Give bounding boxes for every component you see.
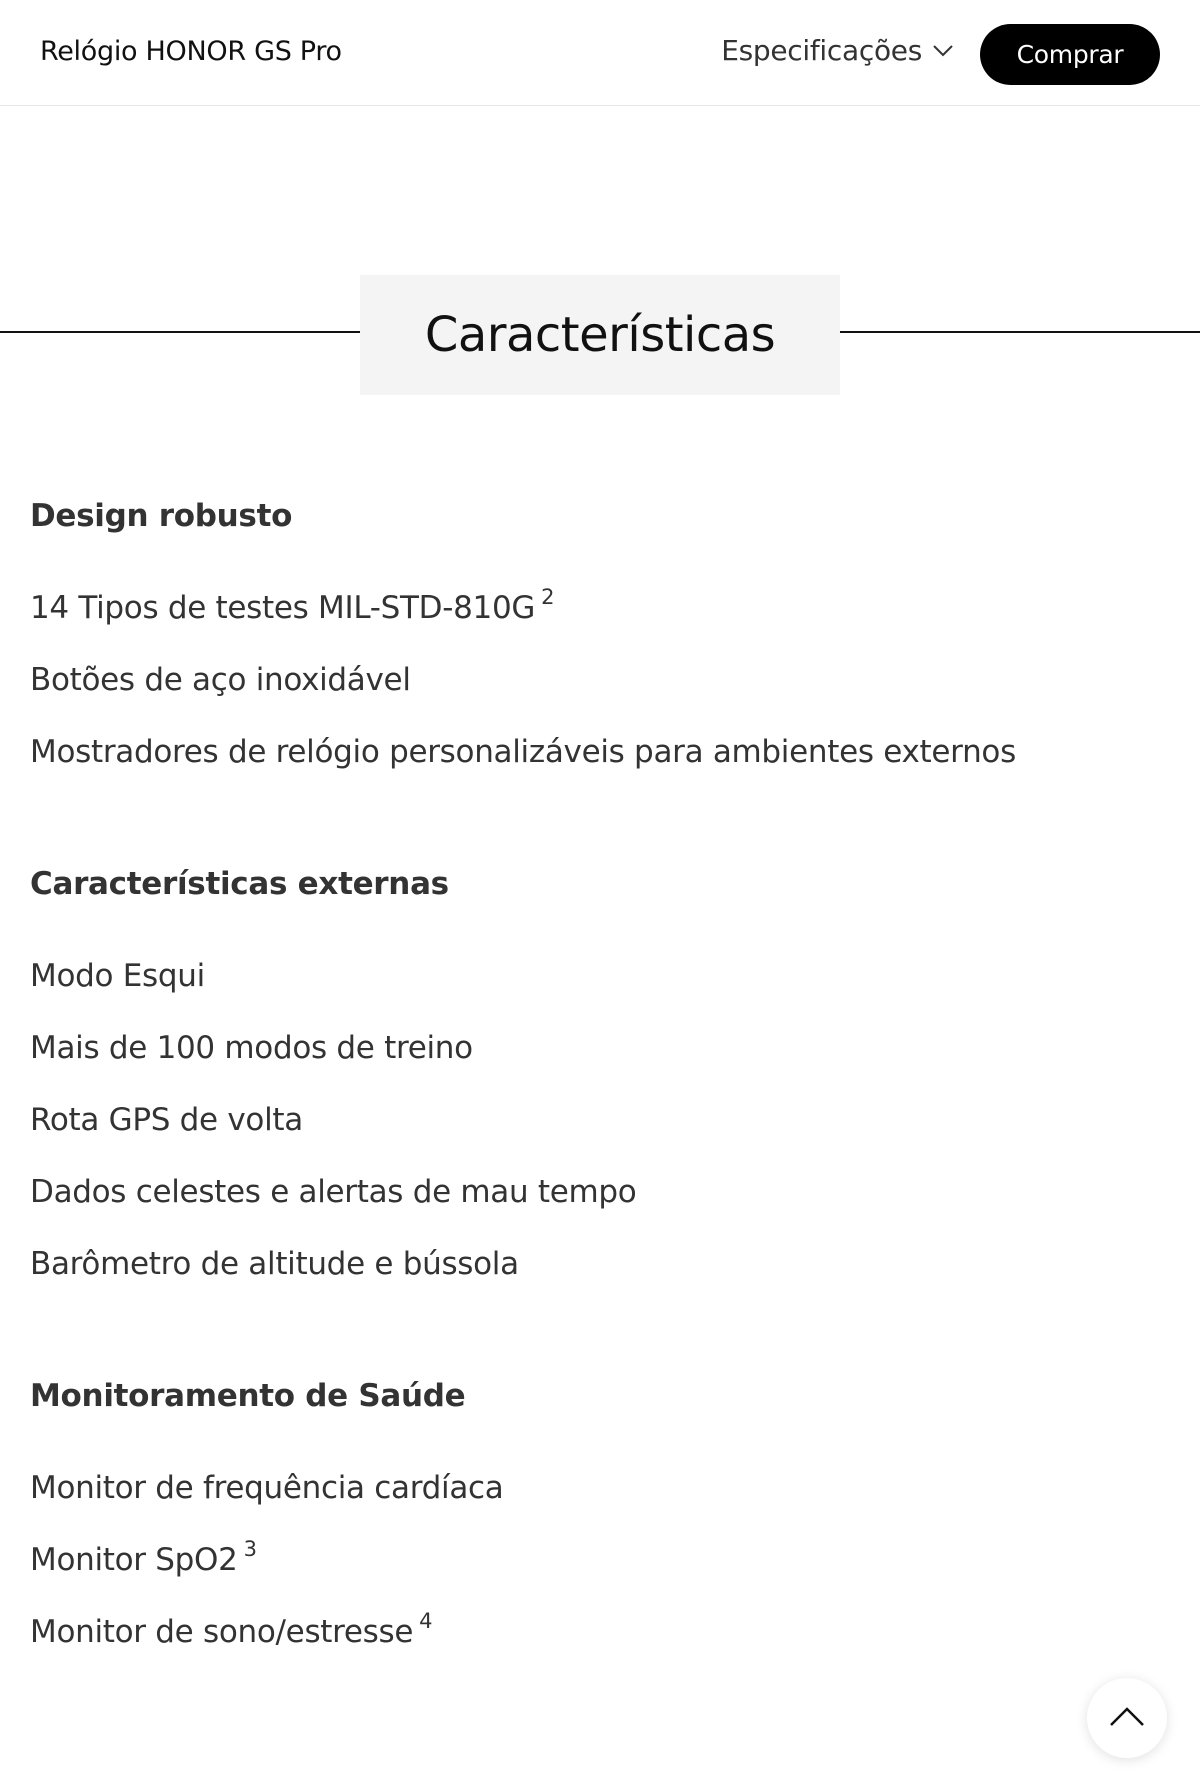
footnote-ref[interactable]: 3 (243, 1537, 257, 1561)
feature-group-heading: Design robusto (30, 498, 293, 534)
feature-item-text: Botões de aço inoxidável (30, 662, 411, 698)
features-list (30, 480, 1150, 1668)
feature-item (30, 572, 1150, 644)
feature-item-text: Dados celestes e alertas de mau tempo (30, 1174, 637, 1210)
chevron-down-icon (932, 44, 954, 58)
section-title-box (360, 275, 840, 395)
feature-item-text: Modo Esqui (30, 958, 205, 994)
feature-items (30, 940, 1150, 1300)
specifications-dropdown[interactable] (721, 34, 954, 67)
feature-item (30, 940, 1150, 1012)
feature-item (30, 1452, 1150, 1524)
feature-group-health (30, 1360, 1150, 1668)
top-nav-bar (0, 0, 1200, 106)
section-title: Características (424, 307, 776, 363)
feature-group-heading: Características externas (30, 866, 449, 902)
specifications-label: Especificações (721, 34, 922, 67)
buy-button[interactable]: Comprar (980, 24, 1160, 85)
chevron-up-icon (1108, 1704, 1146, 1732)
feature-group-design (30, 480, 1150, 788)
feature-item-text: Mostradores de relógio personalizáveis para ambientes externos (30, 734, 1016, 770)
feature-item-text: Rota GPS de volta (30, 1102, 303, 1138)
feature-item-text: Monitor de sono/estresse (30, 1614, 414, 1650)
footnote-ref[interactable]: 2 (541, 585, 555, 609)
feature-item (30, 1156, 1150, 1228)
section-title-block (0, 275, 1200, 395)
feature-item-text: Mais de 100 modos de treino (30, 1030, 473, 1066)
footnote-ref[interactable]: 4 (419, 1609, 433, 1633)
feature-items (30, 572, 1150, 788)
feature-item (30, 1524, 1150, 1596)
feature-item-text: Barômetro de altitude e bússola (30, 1246, 519, 1282)
feature-item-text: Monitor SpO2 (30, 1542, 238, 1578)
feature-item (30, 1012, 1150, 1084)
title-divider-left (0, 331, 360, 333)
feature-item (30, 716, 1150, 788)
back-to-top-button[interactable] (1087, 1678, 1167, 1758)
title-divider-right (840, 331, 1200, 333)
feature-item-text: 14 Tipos de testes MIL-STD-810G (30, 590, 536, 626)
feature-item (30, 1084, 1150, 1156)
feature-item (30, 644, 1150, 716)
feature-item (30, 1228, 1150, 1300)
feature-item (30, 1596, 1150, 1668)
product-name[interactable]: Relógio HONOR GS Pro (40, 36, 342, 67)
feature-group-heading: Monitoramento de Saúde (30, 1378, 466, 1414)
feature-item-text: Monitor de frequência cardíaca (30, 1470, 504, 1506)
feature-items (30, 1452, 1150, 1668)
feature-group-outdoor (30, 848, 1150, 1300)
